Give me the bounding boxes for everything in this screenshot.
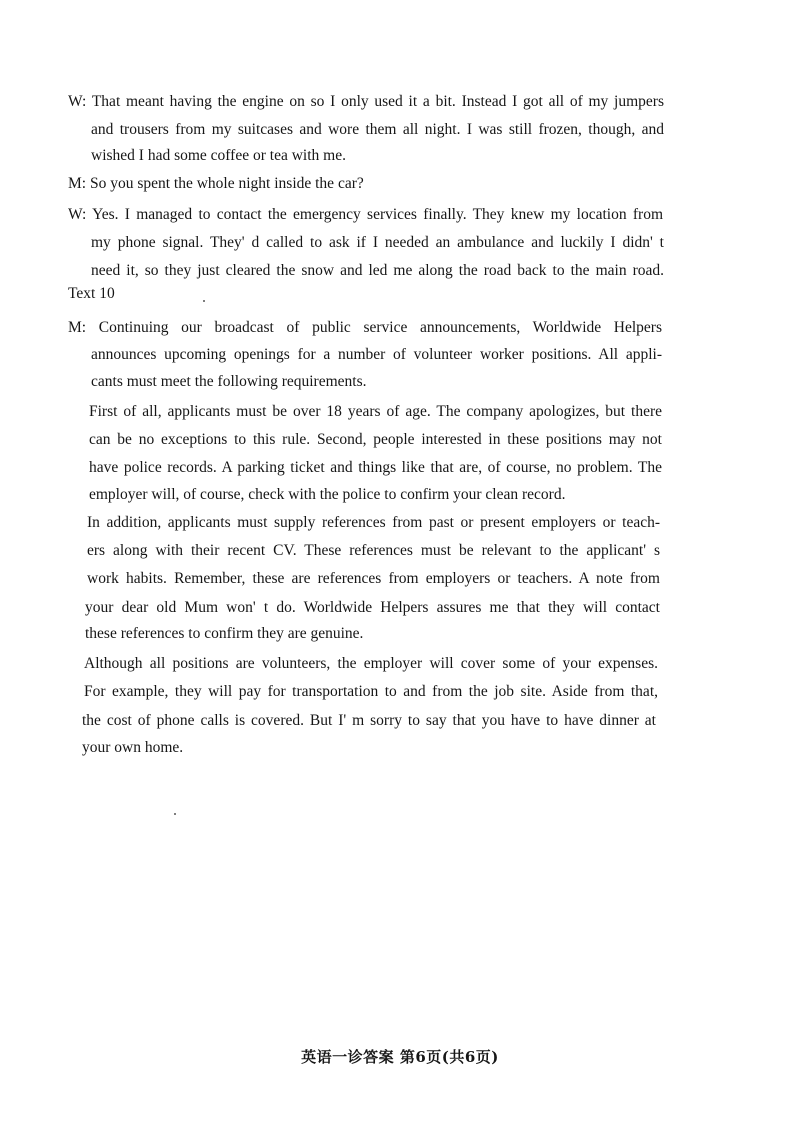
monologue-line: M: Continuing our broadcast of public service announcements, Worldwide Helpers xyxy=(68,319,662,336)
monologue-line: ers along with their recent CV. These references must be relevant to the applicant' s xyxy=(87,542,660,559)
dialogue-line: W: Yes. I managed to contact the emergency services finally. They knew my location from xyxy=(68,206,663,223)
scan-speck xyxy=(174,813,176,815)
dialogue-line: M: So you spent the whole night inside the car? xyxy=(68,175,364,192)
dialogue-line: wished I had some coffee or tea with me. xyxy=(91,147,346,164)
monologue-line: can be no exceptions to this rule. Second, people interested in these positions may not xyxy=(89,431,662,448)
scan-speck xyxy=(203,300,205,302)
page-footer: 英语一诊答案 第6页(共6页) xyxy=(301,1048,499,1066)
monologue-line: work habits. Remember, these are references from employers or teachers. A note from xyxy=(87,570,660,587)
monologue-line: your dear old Mum won' t do. Worldwide Helpers assures me that they will contact xyxy=(85,599,660,616)
dialogue-line: need it, so they just cleared the snow and led me along the road back to the main road. xyxy=(91,262,664,279)
monologue-line: In addition, applicants must supply references from past or present employers or teach- xyxy=(87,514,660,531)
monologue-line: have police records. A parking ticket and things like that are, of course, no problem. The xyxy=(89,459,662,476)
monologue-line: cants must meet the following requirements. xyxy=(91,373,367,390)
monologue-line: Although all positions are volunteers, the employer will cover some of your expenses. xyxy=(84,655,658,672)
dialogue-line: my phone signal. They' d called to ask if I needed an ambulance and luckily I didn' t xyxy=(91,234,664,251)
monologue-line: the cost of phone calls is covered. But I' m sorry to say that you have to have dinner at xyxy=(82,712,656,729)
monologue-line: announces upcoming openings for a number of volunteer worker positions. All appli- xyxy=(91,346,662,363)
section-heading: Text 10 xyxy=(68,285,115,302)
monologue-line: these references to confirm they are genuine. xyxy=(85,625,364,642)
monologue-line: First of all, applicants must be over 18 years of age. The company apologizes, but there xyxy=(89,403,662,420)
monologue-line: For example, they will pay for transportation to and from the job site. Aside from that, xyxy=(84,683,658,700)
dialogue-line: W: That meant having the engine on so I only used it a bit. Instead I got all of my jumpers xyxy=(68,93,664,110)
monologue-line: your own home. xyxy=(82,739,184,756)
monologue-line: employer will, of course, check with the police to confirm your clean record. xyxy=(89,486,566,503)
dialogue-line: and trousers from my suitcases and wore them all night. I was still frozen, though, and xyxy=(91,121,664,138)
